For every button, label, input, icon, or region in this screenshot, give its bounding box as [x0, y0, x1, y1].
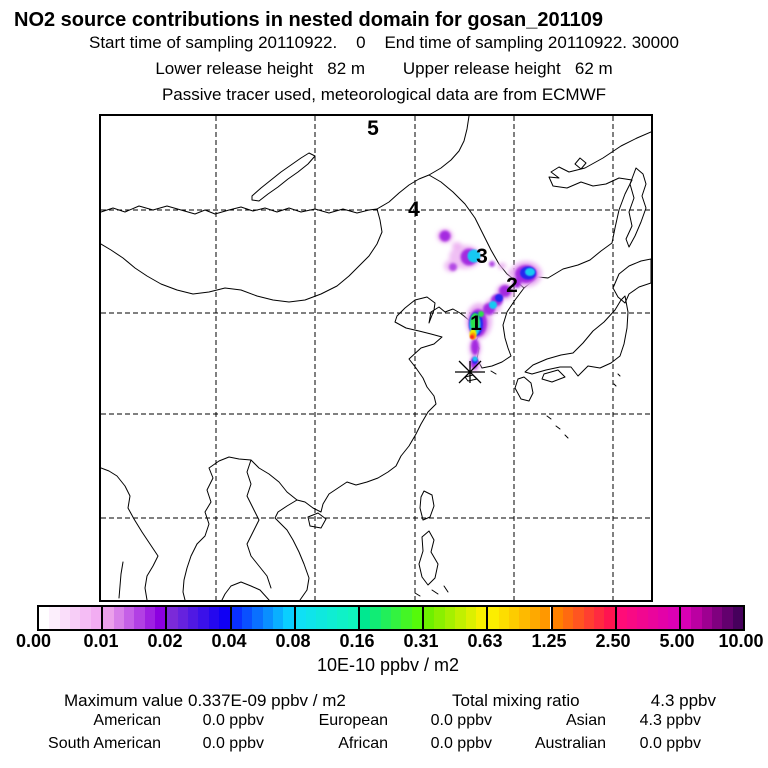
colorbar-step — [691, 607, 701, 629]
colorbar-step — [114, 607, 124, 629]
island-luzon — [415, 531, 448, 596]
colorbar-step — [70, 607, 80, 629]
colorbar-step — [296, 607, 306, 629]
colorbar-step — [39, 607, 49, 629]
colorbar-step — [530, 607, 540, 629]
colorbar-tick-0.08: 0.08 — [275, 631, 311, 651]
colorbar-step — [499, 607, 509, 629]
colorbar-step — [519, 607, 529, 629]
borders-indochina — [197, 457, 297, 588]
border-mongolia-south — [101, 209, 382, 302]
colorbar-tick-0.04: 0.04 — [211, 631, 247, 651]
colorbar-tick-0.31: 0.31 — [403, 631, 439, 651]
colorbar-step — [124, 607, 134, 629]
colorbar-step — [134, 607, 144, 629]
continent-value-south-american: 0.0 ppbv — [202, 735, 264, 752]
colorbar-step — [434, 607, 444, 629]
colorbar-step — [49, 607, 59, 629]
colorbar-tick-2.50: 2.50 — [595, 631, 631, 651]
continent-value-african: 0.0 ppbv — [430, 735, 492, 752]
colorbar-segment-5 — [358, 607, 422, 629]
sampling-time-line: Start time of sampling 20110922. 0 End time of sampling 20110922. 30000 — [88, 33, 680, 52]
colorbar-step — [563, 607, 573, 629]
trajectory-day-marker-4: 4 — [408, 198, 420, 221]
colorbar-step — [722, 607, 732, 629]
colorbar-tick-0.02: 0.02 — [147, 631, 183, 651]
colorbar-step — [232, 607, 242, 629]
colorbar-step — [360, 607, 370, 629]
colorbar-step — [348, 607, 358, 629]
latlon-gridlines — [101, 116, 651, 600]
colorbar-step — [103, 607, 113, 629]
coast-gulf-of-thailand — [183, 544, 269, 600]
colorbar-step — [573, 607, 583, 629]
concentration-plume — [437, 229, 542, 372]
colorbar-step — [60, 607, 70, 629]
colorbar-step — [252, 607, 262, 629]
colorbar-step — [370, 607, 380, 629]
colorbar-step — [476, 607, 486, 629]
total-mixing-ratio-label: Total mixing ratio — [452, 691, 580, 710]
colorbar-step — [584, 607, 594, 629]
colorbar-step — [381, 607, 391, 629]
colorbar-step — [316, 607, 326, 629]
colorbar-step — [488, 607, 498, 629]
plume-halo-layer — [437, 229, 542, 372]
colorbar-segment-10 — [679, 607, 743, 629]
colorbar-tick-0.63: 0.63 — [467, 631, 503, 651]
coast-bay-of-bengal — [101, 468, 158, 600]
colorbar-step — [594, 607, 604, 629]
colorbar-tick-0.16: 0.16 — [339, 631, 375, 651]
colorbar-step — [658, 607, 668, 629]
release-height-line: Lower release height 82 m Upper release height 62 m — [155, 59, 613, 78]
colorbar-step — [424, 607, 434, 629]
colorbar-step — [733, 607, 743, 629]
trajectory-markers — [367, 117, 518, 383]
colorbar-tick-5.00: 5.00 — [659, 631, 695, 651]
continent-contribution-table — [0, 712, 701, 758]
colorbar-unit-label: 10E-10 ppbv / m2 — [316, 655, 460, 675]
colorbar-step — [553, 607, 563, 629]
colorbar-segment-6 — [422, 607, 486, 629]
colorbar-tick-1.25: 1.25 — [531, 631, 567, 651]
map-svg — [101, 116, 651, 600]
map-panel — [99, 114, 653, 602]
colorbar-step — [327, 607, 337, 629]
continent-value-asian: 4.3 ppbv — [639, 712, 701, 729]
colorbar-step — [198, 607, 208, 629]
lake-baikal — [252, 153, 315, 201]
colorbar-segment-9 — [615, 607, 679, 629]
island-kyushu — [515, 377, 533, 401]
trajectory-day-marker-1: 1 — [470, 312, 482, 335]
trajectory-day-marker-3: 3 — [476, 245, 488, 268]
colorbar-step — [80, 607, 90, 629]
island-hainan — [308, 513, 326, 528]
colorbar-step — [273, 607, 283, 629]
colorbar-segment-0 — [39, 607, 101, 629]
page-title: NO2 source contributions in nested domain for gosan_201109 — [14, 9, 604, 31]
colorbar-step — [242, 607, 252, 629]
colorbar-segment-8 — [551, 607, 615, 629]
colorbar-step — [263, 607, 273, 629]
colorbar-step — [681, 607, 691, 629]
continent-label-south-american: South American — [48, 735, 161, 752]
colorbar-step — [167, 607, 177, 629]
colorbar-step — [391, 607, 401, 629]
colorbar-step — [466, 607, 476, 629]
colorbar-step — [209, 607, 219, 629]
colorbar-step — [617, 607, 627, 629]
trajectory-day-marker-2: 2 — [506, 274, 518, 297]
colorbar-step — [337, 607, 347, 629]
total-mixing-ratio-value: 4.3 ppbv — [650, 691, 716, 710]
continent-label-african: African — [338, 735, 388, 752]
colorbar-segment-7 — [486, 607, 550, 629]
colorbar-segment-3 — [230, 607, 294, 629]
continent-value-australian: 0.0 ppbv — [639, 735, 701, 752]
colorbar-tick-labels — [0, 631, 768, 651]
tracer-info-line: Passive tracer used, meteorological data are from ECMWF — [161, 85, 607, 104]
colorbar-tick-10.00: 10.00 — [718, 631, 764, 651]
colorbar-step — [509, 607, 519, 629]
colorbar-step — [91, 607, 101, 629]
colorbar-step — [412, 607, 422, 629]
colorbar-step — [702, 607, 712, 629]
continent-label-australian: Australian — [534, 735, 606, 752]
colorbar-step — [540, 607, 550, 629]
continent-value-european: 0.0 ppbv — [430, 712, 492, 729]
trajectory-day-marker-5: 5 — [367, 117, 379, 140]
colorbar — [37, 605, 745, 631]
maximum-value: 0.337E-09 ppbv / m2 — [188, 691, 346, 710]
colorbar-step — [604, 607, 614, 629]
colorbar-step — [648, 607, 658, 629]
continent-value-american: 0.0 ppbv — [202, 712, 264, 729]
colorbar-step — [712, 607, 722, 629]
colorbar-step — [445, 607, 455, 629]
island-shikoku — [542, 370, 565, 382]
continent-label-european: European — [318, 712, 388, 729]
colorbar-step — [627, 607, 637, 629]
island-hokkaido — [613, 259, 651, 303]
continent-label-american: American — [93, 712, 161, 729]
continent-label-asian: Asian — [565, 712, 606, 729]
colorbar-step — [455, 607, 465, 629]
coastlines — [101, 116, 651, 600]
colorbar-segment-4 — [294, 607, 358, 629]
colorbar-segment-1 — [101, 607, 165, 629]
colorbar-tick-0.01: 0.01 — [83, 631, 119, 651]
colorbar-step — [219, 607, 229, 629]
colorbar-step — [188, 607, 198, 629]
colorbar-step — [145, 607, 155, 629]
colorbar-step — [668, 607, 678, 629]
colorbar-tick-0.00: 0.00 — [15, 631, 52, 651]
maximum-value-label: Maximum value — [64, 691, 184, 710]
parallel-gridlines — [101, 210, 651, 518]
colorbar-step — [178, 607, 188, 629]
colorbar-step — [306, 607, 316, 629]
colorbar-step — [401, 607, 411, 629]
island-taiwan — [420, 491, 434, 520]
colorbar-step — [283, 607, 293, 629]
colorbar-segment-2 — [165, 607, 229, 629]
colorbar-step — [637, 607, 647, 629]
colorbar-step — [155, 607, 165, 629]
